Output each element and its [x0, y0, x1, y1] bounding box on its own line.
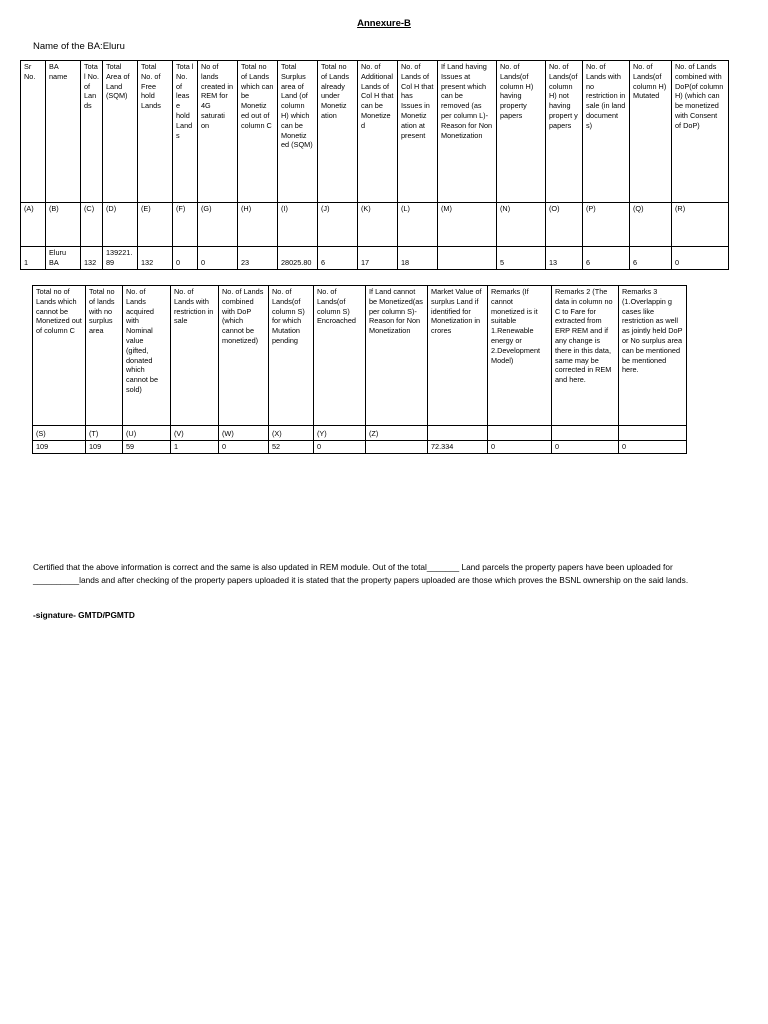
- header-cell: No. of Lands with no restriction in sale (in land document s): [583, 61, 630, 203]
- data-cell: 0: [314, 441, 366, 454]
- header-cell: Tota l No. of leas e hold Land s: [173, 61, 198, 203]
- header-cell: No. of Lands combined with DoP (which cannot be monetized): [219, 286, 269, 426]
- data-cell: 109: [86, 441, 123, 454]
- column-code: (U): [123, 426, 171, 441]
- column-code: (S): [33, 426, 86, 441]
- data-cell: 13: [546, 247, 583, 270]
- header-cell: BA name: [46, 61, 81, 203]
- data-cell: 6: [630, 247, 672, 270]
- header-cell: Remarks 2 (The data in column no C to Fare for extracted from ERP REM and if any change is there in this data, same may be corrected in REM and here.: [552, 286, 619, 426]
- data-cell: 0: [198, 247, 238, 270]
- header-cell: No. of Additional Lands of Col H that can be Monetize d: [358, 61, 398, 203]
- header-cell: No of lands created in REM for 4G saturati on: [198, 61, 238, 203]
- data-cell: 6: [318, 247, 358, 270]
- header-cell: If Land having Issues at present which can be removed (as per column L)- Reason for Non Monetization: [438, 61, 497, 203]
- column-code: (W): [219, 426, 269, 441]
- column-code: (N): [497, 203, 546, 247]
- header-cell: No. of Lands with restriction in sale: [171, 286, 219, 426]
- data-cell: Eluru BA: [46, 247, 81, 270]
- column-code: (T): [86, 426, 123, 441]
- column-code: [428, 426, 488, 441]
- header-cell: Total No. of Free hold Lands: [138, 61, 173, 203]
- table-row: [33, 441, 687, 454]
- data-cell: 23: [238, 247, 278, 270]
- column-code: [552, 426, 619, 441]
- data-cell: [366, 441, 428, 454]
- header-cell: No. of Lands acquired with Nominal value (gifted, donated which cannot be sold): [123, 286, 171, 426]
- ba-name-label: Name of the BA:Eluru: [33, 41, 125, 52]
- header-cell: No. of Lands combined with DoP(of column H) (which can be monetized with Consent of DoP): [672, 61, 729, 203]
- column-code: (X): [269, 426, 314, 441]
- column-code: (G): [198, 203, 238, 247]
- certification-text: Certified that the above information is correct and the same is also updated in REM module. Out of the total_______ Land parcels the property papers have been uploaded for __________lands and after checking of the property papers uploaded it is stated that the property papers uploaded are those which proves the BSNL ownership on the said lands.: [33, 562, 689, 586]
- column-code: (M): [438, 203, 497, 247]
- column-code: (J): [318, 203, 358, 247]
- header-cell: No. of Lands(of column S) for which Mutation pending: [269, 286, 314, 426]
- header-cell: Total no of Lands already under Monetiz ation: [318, 61, 358, 203]
- header-cell: No. of Lands(of column S) Encroached: [314, 286, 366, 426]
- data-cell: 132: [81, 247, 103, 270]
- data-cell: 0: [173, 247, 198, 270]
- column-code: (Q): [630, 203, 672, 247]
- header-cell: Total Area of Land (SQM): [103, 61, 138, 203]
- data-cell: 59: [123, 441, 171, 454]
- header-cell: Market Value of surplus Land if identified for Monetization in crores: [428, 286, 488, 426]
- data-cell: 109: [33, 441, 86, 454]
- column-code: (I): [278, 203, 318, 247]
- header-cell: Remarks 3 (1.Overlappin g cases like restriction as well as jointly held DoP or No surplus area can be mentioned be mentioned here.: [619, 286, 687, 426]
- column-code: (L): [398, 203, 438, 247]
- header-cell: If Land cannot be Monetized(as per column S)- Reason for Non Monetization: [366, 286, 428, 426]
- header-cell: Total no of lands with no surplus area: [86, 286, 123, 426]
- data-cell: 0: [552, 441, 619, 454]
- column-code: (R): [672, 203, 729, 247]
- column-code-row: [33, 426, 687, 441]
- header-cell: No. of Lands of Col H that has Issues in Monetiz ation at present: [398, 61, 438, 203]
- column-code: (A): [21, 203, 46, 247]
- column-code: (F): [173, 203, 198, 247]
- header-cell: Remarks (If cannot monetized is it suitable 1.Renewable energy or 2.Development Model): [488, 286, 552, 426]
- table-header-row: [33, 286, 687, 426]
- land-summary-table: [20, 60, 729, 270]
- column-code: [488, 426, 552, 441]
- column-code: (Z): [366, 426, 428, 441]
- column-code: (V): [171, 426, 219, 441]
- column-code: (O): [546, 203, 583, 247]
- data-cell: 139221.89: [103, 247, 138, 270]
- data-cell: [438, 247, 497, 270]
- column-code: (C): [81, 203, 103, 247]
- data-cell: 0: [219, 441, 269, 454]
- table-row: [21, 247, 729, 270]
- header-cell: No. of Lands(of column H) not having propert y papers: [546, 61, 583, 203]
- signature-line: -signature- GMTD/PGMTD: [33, 610, 135, 620]
- header-cell: Sr No.: [21, 61, 46, 203]
- data-cell: 1: [21, 247, 46, 270]
- data-cell: 17: [358, 247, 398, 270]
- column-code: (D): [103, 203, 138, 247]
- column-code: (K): [358, 203, 398, 247]
- annexure-title: Annexure-B: [357, 18, 411, 29]
- header-cell: Total no of Lands which cannot be Monetized out of column C: [33, 286, 86, 426]
- data-cell: 18: [398, 247, 438, 270]
- column-code: (B): [46, 203, 81, 247]
- table-header-row: [21, 61, 729, 203]
- data-cell: 132: [138, 247, 173, 270]
- column-code: (H): [238, 203, 278, 247]
- data-cell: 1: [171, 441, 219, 454]
- header-cell: Total no of Lands which can be Monetiz ed out of column C: [238, 61, 278, 203]
- header-cell: No. of Lands(of column H) having property papers: [497, 61, 546, 203]
- header-cell: Total Surplus area of Land (of column H) which can be Monetiz ed (SQM): [278, 61, 318, 203]
- data-cell: 0: [672, 247, 729, 270]
- data-cell: 0: [619, 441, 687, 454]
- header-cell: No. of Lands(of column H) Mutated: [630, 61, 672, 203]
- data-cell: 28025.80: [278, 247, 318, 270]
- data-cell: 5: [497, 247, 546, 270]
- data-cell: 0: [488, 441, 552, 454]
- column-code: (Y): [314, 426, 366, 441]
- column-code-row: [21, 203, 729, 247]
- column-code: (E): [138, 203, 173, 247]
- data-cell: 6: [583, 247, 630, 270]
- column-code: [619, 426, 687, 441]
- non-monetization-table: [32, 285, 687, 454]
- column-code: (P): [583, 203, 630, 247]
- data-cell: 52: [269, 441, 314, 454]
- data-cell: 72.334: [428, 441, 488, 454]
- header-cell: Tota l No. of Lan ds: [81, 61, 103, 203]
